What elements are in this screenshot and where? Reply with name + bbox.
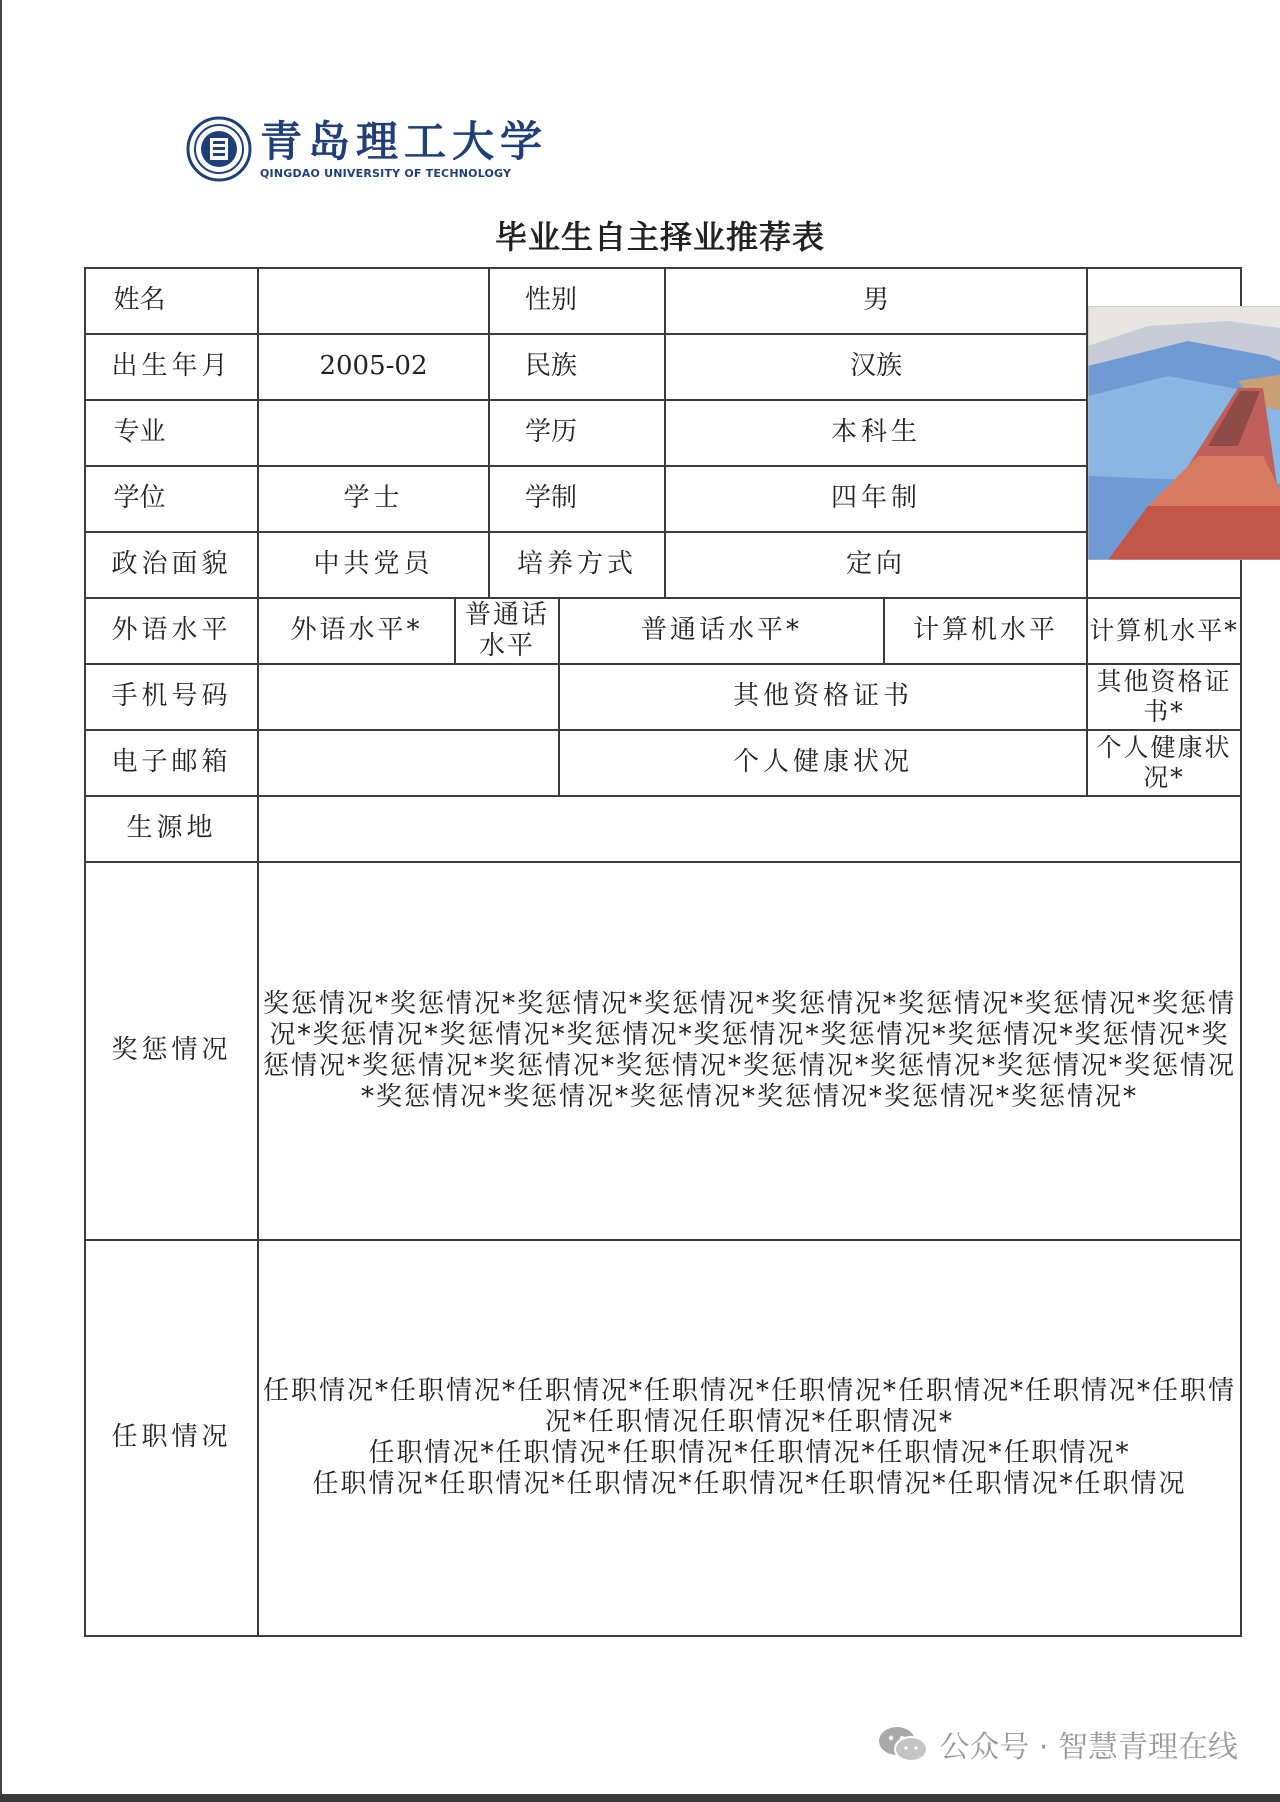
ethnicity-value: 汉族 <box>665 334 1087 400</box>
logo-chinese-name: 青岛理工大学 <box>260 116 549 166</box>
political-value: 中共党员 <box>258 532 489 598</box>
certificate-label: 其他资格证书 <box>559 664 1087 730</box>
education-value: 本科生 <box>665 400 1087 466</box>
watermark-text: 公众号 · 智慧青理在线 <box>939 1730 1238 1765</box>
positions-line: 任职情况*任职情况*任职情况*任职情况*任职情况*任职情况*任职情况*任职情况*任职情况任职情况*任职情况* <box>263 1375 1237 1437</box>
computer-label: 计算机水平 <box>884 598 1087 664</box>
foreign-language-label: 外语水平 <box>85 598 258 664</box>
training-label: 培养方式 <box>489 532 665 598</box>
page-bottom-bar <box>0 1794 1280 1802</box>
birth-label: 出生年月 <box>85 334 258 400</box>
health-label: 个人健康状况 <box>559 730 1087 796</box>
degree-value: 学士 <box>258 466 489 532</box>
positions-value <box>258 1240 1241 1636</box>
origin-value <box>258 796 1241 862</box>
name-value <box>258 268 489 334</box>
mandarin-label: 普通话水平 <box>455 598 559 664</box>
birth-value: 2005-02 <box>258 334 489 400</box>
phone-value <box>258 664 559 730</box>
gender-label: 性别 <box>489 268 665 334</box>
applicant-photo <box>1088 306 1280 560</box>
university-logo <box>186 116 548 182</box>
recommendation-form-table <box>84 267 1242 1637</box>
wechat-icon <box>877 1724 929 1764</box>
positions-label: 任职情况 <box>85 1240 258 1636</box>
phone-label: 手机号码 <box>85 664 258 730</box>
schooling-value: 四年制 <box>665 466 1087 532</box>
university-seal-icon <box>186 116 252 182</box>
gender-value: 男 <box>665 268 1087 334</box>
email-value <box>258 730 559 796</box>
education-label: 学历 <box>489 400 665 466</box>
major-value <box>258 400 489 466</box>
schooling-label: 学制 <box>489 466 665 532</box>
origin-label: 生源地 <box>85 796 258 862</box>
major-label: 专业 <box>85 400 258 466</box>
logo-english-name: QINGDAO UNIVERSITY OF TECHNOLOGY <box>260 166 512 180</box>
name-label: 姓名 <box>85 268 258 334</box>
awards-label: 奖惩情况 <box>85 862 258 1240</box>
certificate-value: 其他资格证书* <box>1087 664 1241 730</box>
awards-value: 奖惩情况*奖惩情况*奖惩情况*奖惩情况*奖惩情况*奖惩情况*奖惩情况*奖惩情况*奖惩情况*奖惩情况*奖惩情况*奖惩情况*奖惩情况*奖惩情况*奖惩情况*奖惩情况*奖惩情况*奖惩情况*奖惩情况*奖惩情况*奖惩情况*奖惩情况*奖惩情况*奖惩情况*奖惩情况*奖惩情况*奖惩情况*奖惩情况*奖惩情况* <box>258 862 1241 1240</box>
watermark <box>877 1722 1238 1766</box>
email-label: 电子邮箱 <box>85 730 258 796</box>
training-value: 定向 <box>665 532 1087 598</box>
photo-cell <box>1087 268 1241 598</box>
foreign-language-value: 外语水平* <box>258 598 455 664</box>
mandarin-value: 普通话水平* <box>559 598 884 664</box>
positions-line: 任职情况*任职情况*任职情况*任职情况*任职情况*任职情况*任职情况 <box>312 1469 1187 1500</box>
health-value: 个人健康状况* <box>1087 730 1241 796</box>
degree-label: 学位 <box>85 466 258 532</box>
computer-value: 计算机水平* <box>1087 598 1241 664</box>
ethnicity-label: 民族 <box>489 334 665 400</box>
document-title: 毕业生自主择业推荐表 <box>494 218 825 256</box>
political-label: 政治面貌 <box>85 532 258 598</box>
positions-line: 任职情况*任职情况*任职情况*任职情况*任职情况*任职情况* <box>368 1438 1131 1468</box>
